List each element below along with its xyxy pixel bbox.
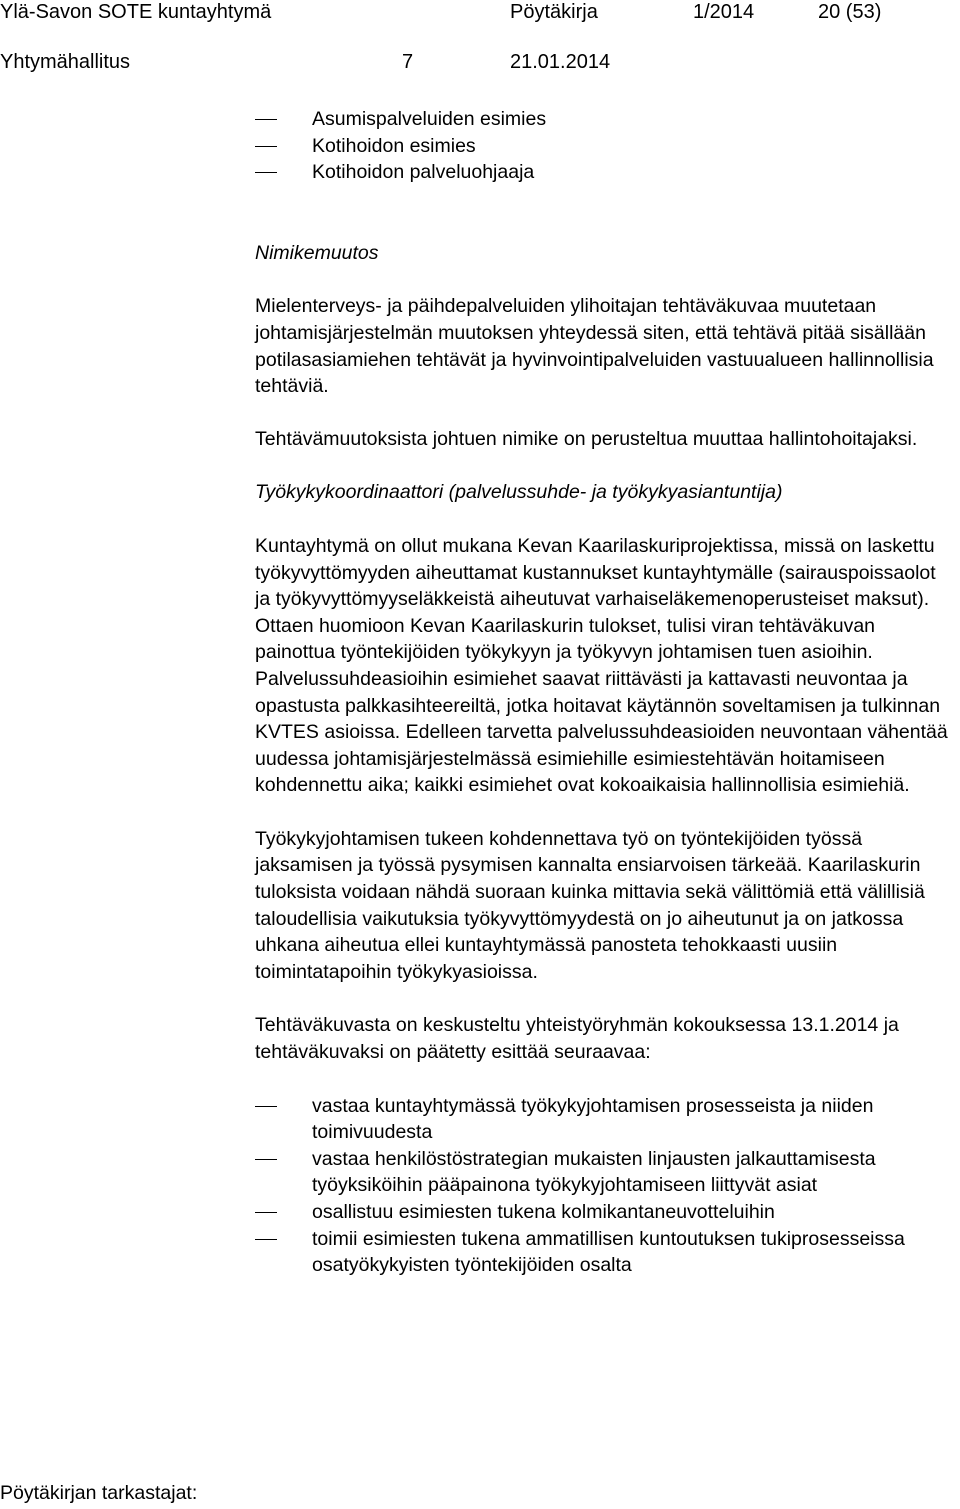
list-item: vastaa henkilöstöstrategian mukaisten linjausten jalkauttamisesta työyksiköihin pääpainona työkykyjohtamiseen liittyvät asiat	[255, 1146, 955, 1199]
header-doc-number: 1/2014	[693, 1, 755, 23]
header-page-number: 20 (53)	[818, 1, 882, 23]
paragraph: Mielenterveys- ja päihdepalveluiden ylihoitajan tehtäväkuvaa muutetaan johtamisjärjestelmän muutoksen yhteydessä siten, että tehtävä pitää sisällään potilasasiamiehen tehtävät ja hyvinvointipalveluiden vastuualueen hallinnollisia tehtäviä.	[255, 295, 934, 398]
dash-bullet-icon	[255, 1212, 277, 1213]
paragraph: Tehtäväkuvasta on keskusteltu yhteistyöryhmän kokouksessa 13.1.2014 ja tehtäväkuvaksi on päätetty esittää seuraavaa:	[255, 1014, 899, 1064]
header-date: 21.01.2014	[510, 51, 611, 73]
list-item: toimii esimiesten tukena ammatillisen kuntoutuksen tukiprosesseissa osatyökykyisten työntekijöiden osalta	[255, 1226, 955, 1279]
paragraph: Työkykyjohtamisen tukeen kohdennettava työ on työntekijöiden työssä jaksamisen ja työssä pysymisen kannalta ensiarvoisen tärkeää. Kaarilaskurin tuloksista voidaan nähdä suoraan kuinka mittavia sekä välittömiä että välillisiä taloudellisia vaikutuksia työkyvyttömyydestä on jo aiheutunut ja on jatkossa uhkana aiheutua ellei kuntayhtymässä panosteta tehokkaasti uusiin toimintatapoihin työkykyasioissa.	[255, 827, 925, 983]
dash-bullet-icon	[255, 146, 277, 147]
dash-bullet-icon	[255, 172, 277, 173]
paragraph: Kuntayhtymä on ollut mukana Kevan Kaarilaskuriprojektissa, missä on laskettu työkyvyttömyyden aiheuttamat kustannukset kuntayhtymälle (sairauspoissaolot ja työkyvyttömyyseläkkeistä aiheutuvat varhaiseläkemenoperusteiset maksut). Ottaen huomioon Kevan Kaarilaskurin tulokset, tulisi viran tehtäväkuvan painottua työntekijöiden työkykyyn ja työkyvyn johtamisen tuen asioihin. Palvelussuhdeasioihin esimiehet saavat riittävästi ja kattavasti neuvontaa ja opastusta palkkasihteereiltä, jotka hoitavat käytännön soveltamisen ja tulkinnan KVTES asioissa. Edelleen tarvetta palvelussuhdeasioiden neuvontaan vähentää uudessa johtamisjärjestelmässä esimiehille esimiestehtävän hoitamiseen kohdennettu aika; kaikki esimiehet ovat kokoaikaisia hallinnollisia esimiehiä.	[255, 534, 948, 797]
paragraph: Tehtävämuutoksista johtuen nimike on perusteltua muuttaa hallintohoitajaksi.	[255, 427, 918, 450]
list-item: osallistuu esimiesten tukena kolmikantaneuvotteluihin	[255, 1199, 955, 1226]
dash-bullet-icon	[255, 119, 277, 120]
header-board: Yhtymähallitus	[0, 51, 131, 73]
dash-bullet-icon	[255, 1239, 277, 1240]
section-heading-tyokykykoordinaattori: Työkykykoordinaattori (palvelussuhde- ja työkykyasiantuntija)	[255, 481, 783, 504]
position-list	[255, 106, 955, 186]
list-item: Kotihoidon esimies	[255, 133, 955, 160]
document-body	[255, 106, 955, 1279]
dash-bullet-icon	[255, 1159, 277, 1160]
footer-reviewers-label: Pöytäkirjan tarkastajat:	[0, 1482, 198, 1504]
duties-list	[255, 1093, 955, 1279]
list-item: vastaa kuntayhtymässä työkykyjohtamisen prosesseista ja niiden toimivuudesta	[255, 1093, 955, 1146]
section-heading-nimikemuutos: Nimikemuutos	[255, 241, 379, 264]
list-item: Kotihoidon palveluohjaaja	[255, 159, 955, 186]
list-item: Asumispalveluiden esimies	[255, 106, 955, 133]
dash-bullet-icon	[255, 1106, 277, 1107]
header-section-number: 7	[402, 51, 414, 73]
header-organization: Ylä-Savon SOTE kuntayhtymä	[0, 1, 272, 23]
header-doc-type: Pöytäkirja	[510, 1, 598, 23]
